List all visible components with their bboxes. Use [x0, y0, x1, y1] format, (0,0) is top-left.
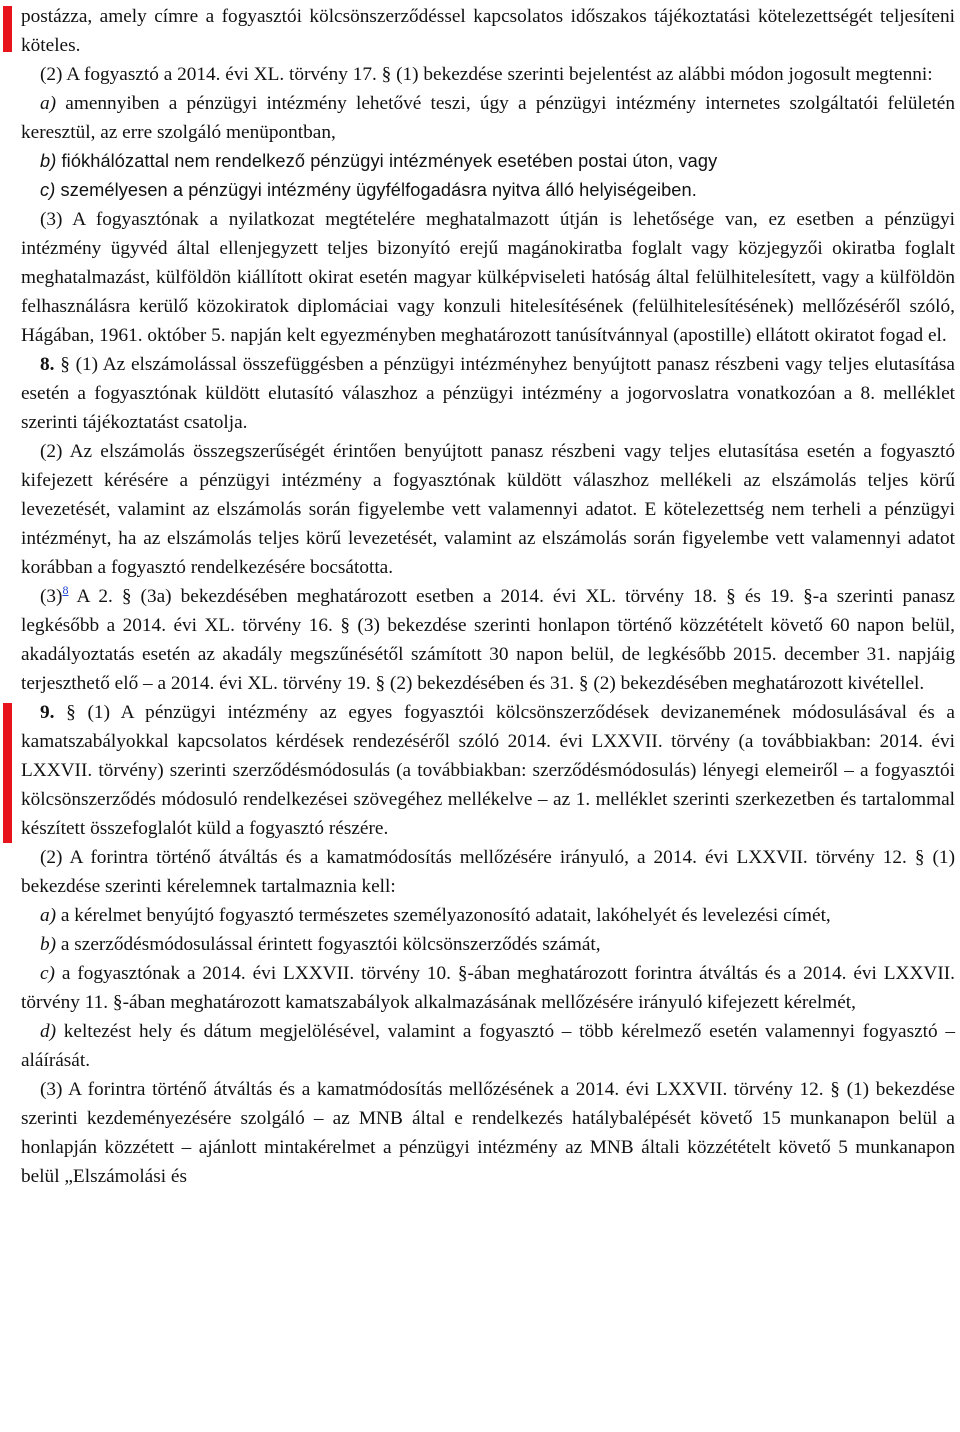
list-label: d)	[40, 1021, 57, 1042]
list-label: b)	[40, 151, 57, 171]
paragraph: (2) Az elszámolás összegszerűségét érintően benyújtott panasz részbeni vagy teljes elutasítása esetén a fogyasztó kifejezett kérésére a pénzügyi intézmény a fogyasztónak küldött válaszhoz mellékeli az elszámolás teljes körű levezetését, valamint az elszámolás során figyelembe vett valamennyi adatot. E kötelezettség nem terheli a pénzügyi intézményt, ha az elszámolás teljes körű levezetését, valamint az elszámolás során figyelembe vett valamennyi adatot korábban a fogyasztó rendelkezésére bocsátotta.	[21, 441, 955, 578]
document-body	[21, 2, 955, 1191]
section-8	[21, 350, 955, 437]
list-text: a fogyasztónak a 2014. évi LXXVII. törvény 10. §-ában meghatározott forintra átváltás és a 2014. évi LXXVII. törvény 11. §-ában meghatározott kamatszabályok alkalmazásának mellőzésére irányuló kifejezett kérelmét,	[21, 963, 955, 1013]
list-item	[21, 176, 955, 205]
paragraph: (3) A forintra történő átváltás és a kamatmódosítás mellőzésének a 2014. évi LXXVII. törvény 12. § (1) bekezdése szerinti kezdeményezésére szolgáló – az MNB által e rendelkezés hatálybalépését követő 15 munkanapon belül a honlapján közzétett – ajánlott mintakérelmet a pénzügyi intézmény az MNB általi közzétételt követő 5 munkanapon belül „Elszámolási és	[21, 1079, 955, 1187]
paragraph: (3) A fogyasztónak a nyilatkozat megtételére meghatalmazott útján is lehetősége van, ez esetben a pénzügyi intézmény ügyvéd által ellenjegyzett teljes bizonyító erejű magánokiratba foglalt vagy közjegyzői okiratba foglalt meghatalmazást, külföldön kiállított okirat esetén magyar külképviseleti hatóság által felülhitelesített, vagy a külföldön felhasználásra kerülő közokiratok diplomáciai vagy konzuli hitelesítésének (felülhitelesítésének) mellőzéséről szóló, Hágában, 1961. október 5. napján kelt egyezményben meghatározott tanúsítvánnyal (apostille) ellátott okiratot fogad el.	[21, 209, 955, 346]
paragraph: postázza, amely címre a fogyasztói kölcsönszerződéssel kapcsolatos időszakos tájékoztatási kötelezettségét teljesíteni köteles.	[21, 6, 955, 56]
section-number: 9.	[40, 702, 55, 723]
list-item	[21, 901, 955, 930]
list-label: c)	[40, 180, 56, 200]
list-text: amennyiben a pénzügyi intézmény lehetővé teszi, úgy a pénzügyi intézmény internetes szolgáltatói felületén keresztül, az erre szolgáló menüpontban,	[21, 93, 955, 143]
list-text: a kérelmet benyújtó fogyasztó természetes személyazonosító adatait, lakóhelyét és levelezési címét,	[60, 905, 831, 926]
list-item	[21, 147, 955, 176]
section-9	[21, 698, 955, 843]
list-label: a)	[40, 905, 57, 926]
revision-marker	[3, 6, 12, 52]
section-text: § (1) A pénzügyi intézmény az egyes fogyasztói kölcsönszerződések devizanemének módosulásával és a kamatszabályokkal kapcsolatos kérdések rendezéséről szóló 2014. évi LXXVII. törvény (a továbbiakban: 2014. évi LXXVII. törvény) szerinti szerződésmódosulás (a továbbiakban: szerződésmódosulás) lényegi elemeiről – a fogyasztói kölcsönszerződés módosuló rendelkezései szövegéhez mellékelve – az 1. melléklet szerinti szerkezetben és tartalommal készített összefoglalót küld a fogyasztó részére.	[21, 702, 955, 839]
list-item	[21, 89, 955, 147]
list-text: fiókhálózattal nem rendelkező pénzügyi intézmények esetében postai úton, vagy	[61, 151, 718, 171]
paragraph: (2) A fogyasztó a 2014. évi XL. törvény 17. § (1) bekezdése szerinti bejelentést az alábbi módon jogosult megtenni:	[40, 64, 933, 85]
list-text: a szerződésmódosulással érintett fogyasztói kölcsönszerződés számát,	[60, 934, 601, 955]
list-item	[21, 930, 955, 959]
paragraph-amended	[21, 582, 955, 698]
list-label: c)	[40, 963, 55, 984]
list-label: a)	[40, 93, 57, 114]
paragraph-number: (3)	[40, 586, 63, 607]
footnote-link[interactable]: 8	[62, 583, 69, 597]
list-label: b)	[40, 934, 57, 955]
paragraph: (2) A forintra történő átváltás és a kamatmódosítás mellőzésére irányuló, a 2014. évi LXXVII. törvény 12. § (1) bekezdése szerinti kérelemnek tartalmaznia kell:	[21, 847, 955, 897]
section-text: § (1) Az elszámolással összefüggésben a pénzügyi intézményhez benyújtott panasz részbeni vagy teljes elutasítása esetén a fogyasztónak küldött elutasító válaszhoz a pénzügyi intézmény a jogorvoslatra vonatkozóan a 8. melléklet szerinti tájékoztatást csatolja.	[21, 354, 955, 433]
revision-marker	[3, 703, 12, 843]
list-text: személyesen a pénzügyi intézmény ügyfélfogadásra nyitva álló helyiségeiben.	[60, 180, 697, 200]
list-item	[21, 1017, 955, 1075]
list-item	[21, 959, 955, 1017]
section-number: 8.	[40, 354, 55, 375]
list-text: keltezést hely és dátum megjelölésével, valamint a fogyasztó – több kérelmező esetén valamennyi fogyasztó – aláírását.	[21, 1021, 955, 1071]
paragraph-text: A 2. § (3a) bekezdésében meghatározott esetben a 2014. évi XL. törvény 18. § és 19. §-a szerinti panasz legkésőbb a 2014. évi XL. törvény 16. § (3) bekezdése szerinti honlapon történő közzétételt követő 60 napon belül, akadályoztatás esetén az akadály megszűnésétől számított 30 napon belül, de legkésőbb 2015. december 31. napjáig terjeszthető elő – a 2014. évi XL. törvény 19. § (2) bekezdésében és 31. § (2) bekezdésében meghatározott kivétellel.	[21, 586, 955, 694]
